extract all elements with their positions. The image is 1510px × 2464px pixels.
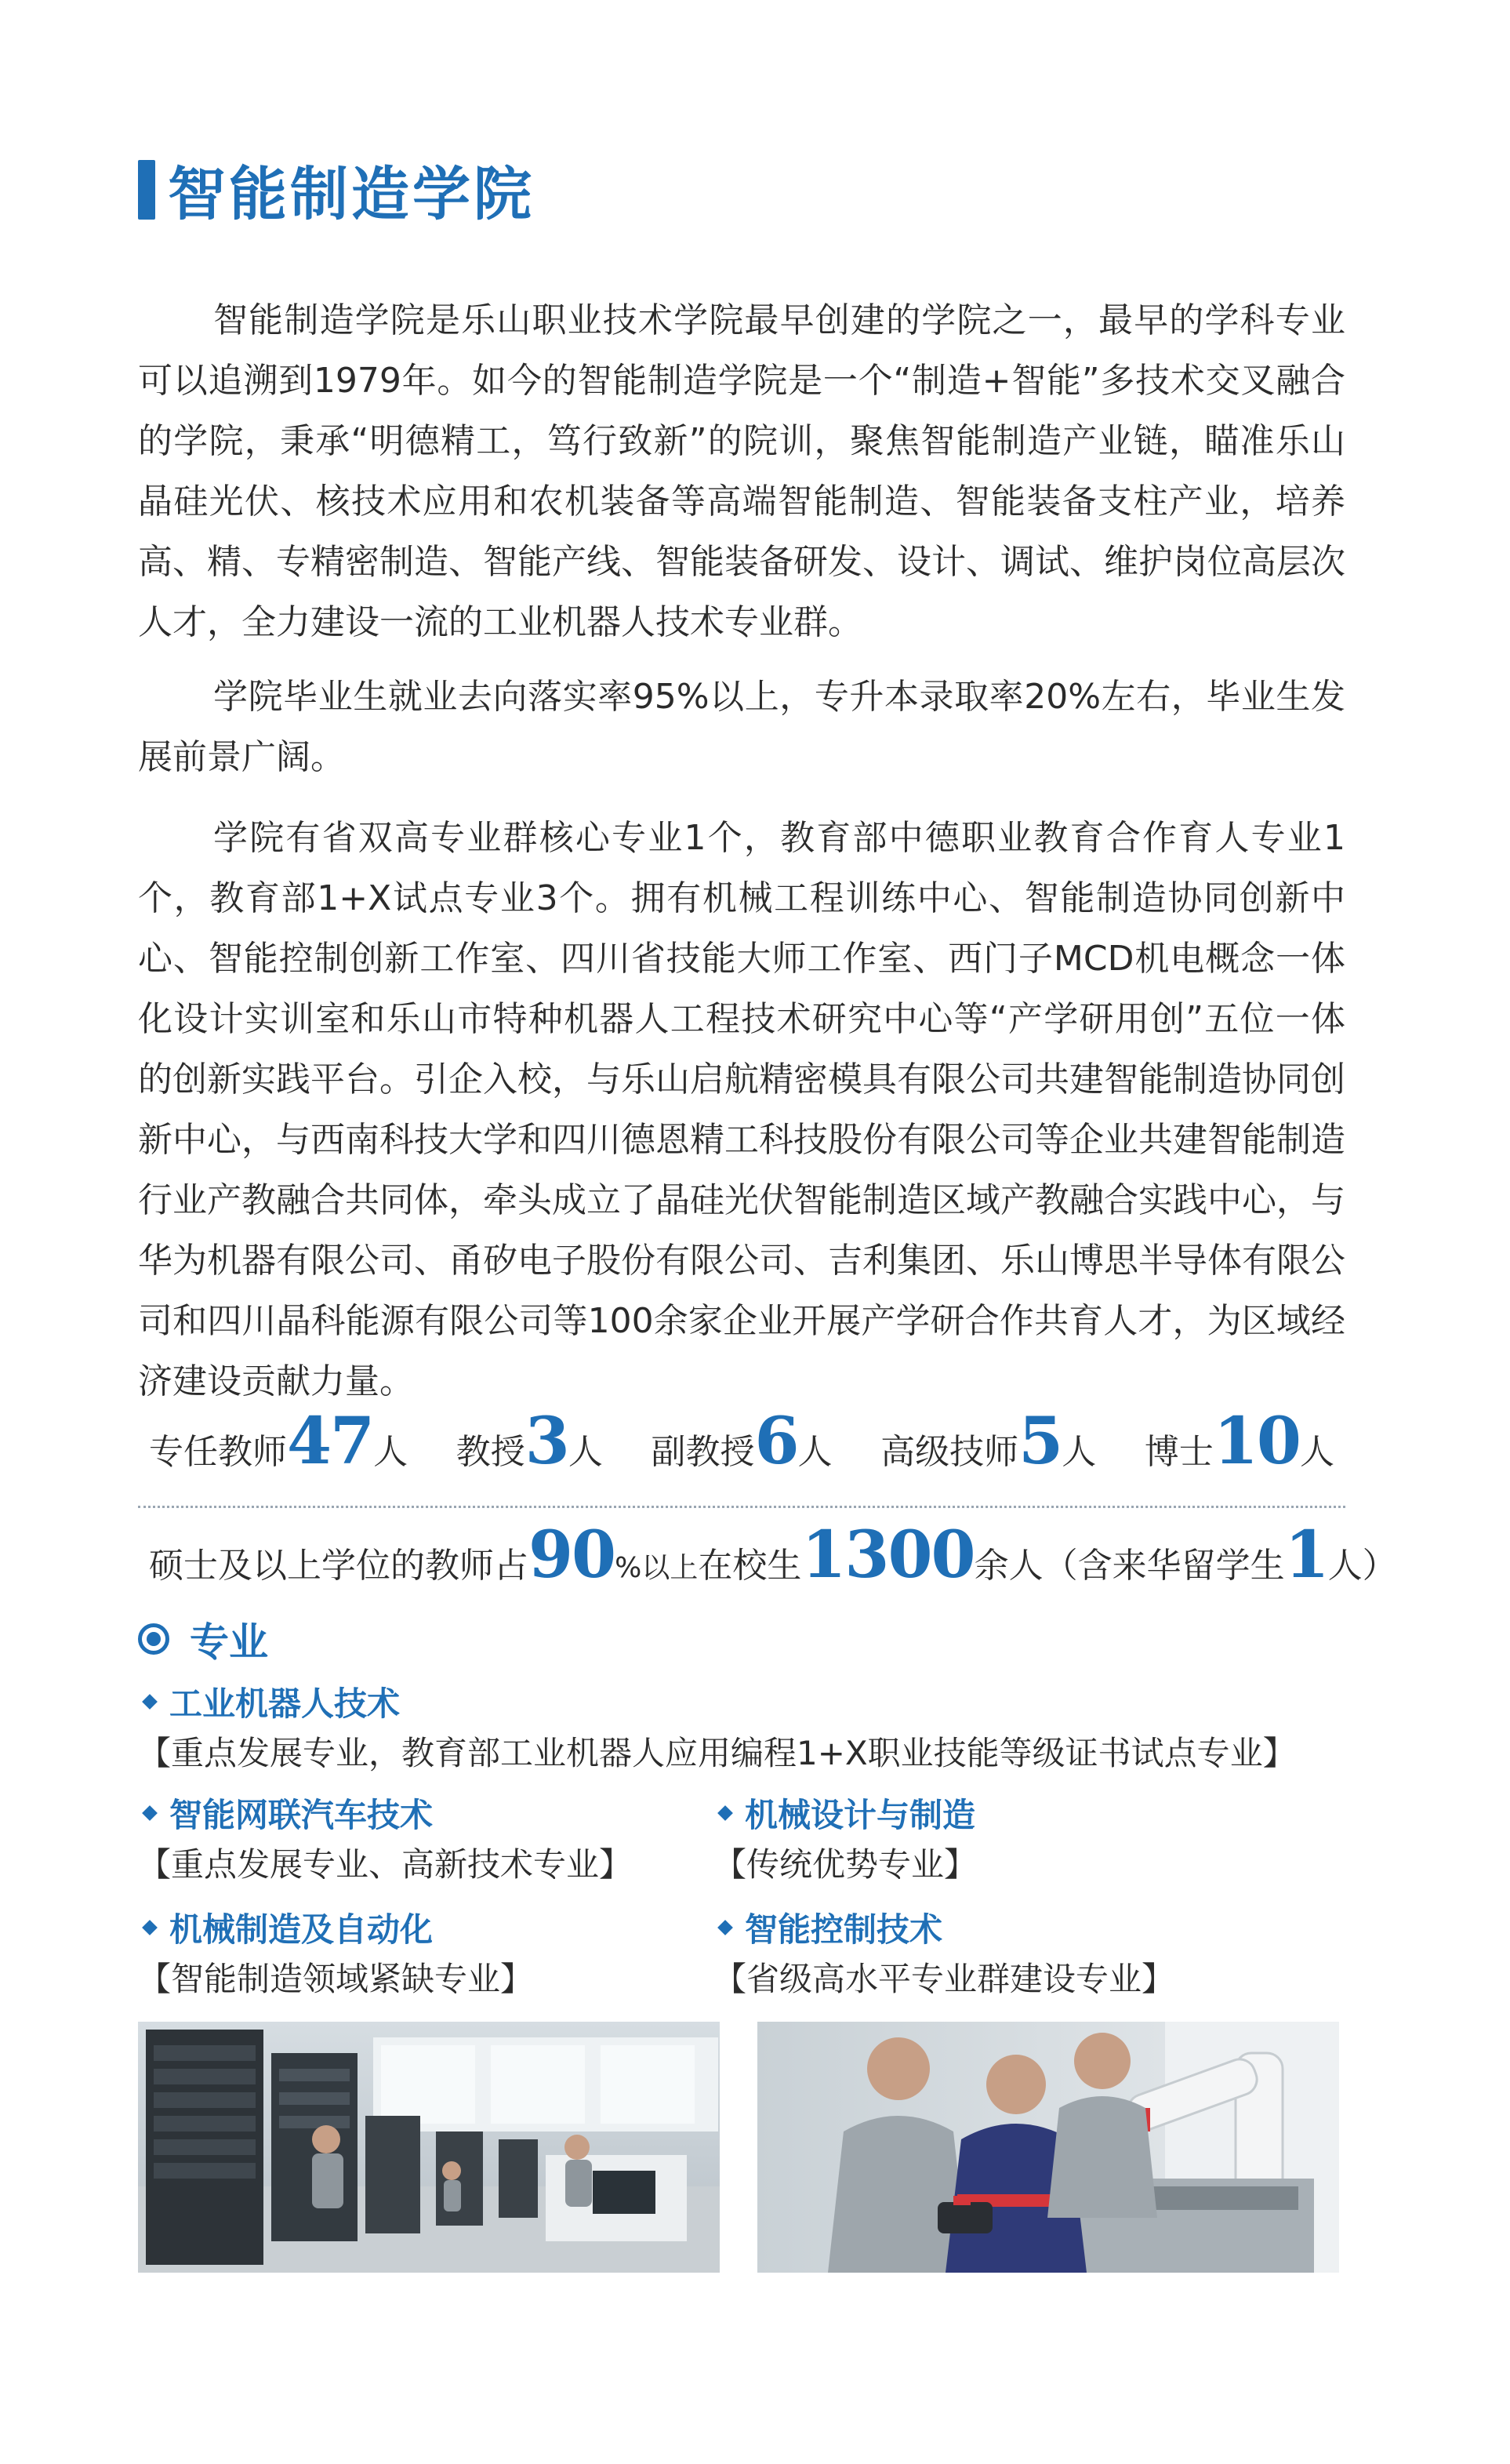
major-name xyxy=(713,1904,1174,1951)
stat-value: 6 xyxy=(754,1404,798,1479)
stat-value: 47 xyxy=(287,1404,374,1479)
major-note: 【省级高水平专业群建设专业】 xyxy=(713,1960,1175,1998)
stat-value: 10 xyxy=(1213,1404,1300,1479)
intro-paragraph-3: 学院有省双高专业群核心专业1个，教育部中德职业教育合作育人专业1个，教育部1+X试点专业3个。拥有机械工程训练中心、智能制造协同创新中心、智能控制创新工作室、四川省技能大师工作室、西门子MCD机电概念一体化设计实训室和乐山市特种机器人工程技术研究中心等“产学研用创”五位一体的创新实践平台。引企入校，与乐山启航精密模具有限公司共建智能制造协同创新中心，与西南科技大学和四川德恩精工科技股份有限公司等企业共建智能制造行业产教融合共同体，牵头成立了晶硅光伏智能制造区域产教融合实践中心，与华为机器有限公司、甬矽电子股份有限公司、吉利集团、乐山博思半导体有限公司和四川晶科能源有限公司等100余家企业开展产学研合作共育人才，为区域经济建设贡献力量。 xyxy=(138,818,1345,1401)
stat-label: 硕士及以上学位的教师占 xyxy=(149,1546,528,1586)
stat-unit: 人 xyxy=(1062,1432,1097,1472)
stat-value: 90 xyxy=(528,1517,615,1593)
stat-fulltime-teachers xyxy=(149,1404,408,1479)
stat-unit: %以上 xyxy=(615,1552,699,1584)
stat-label: 教授 xyxy=(456,1432,525,1472)
stat-doctors xyxy=(1145,1404,1334,1479)
stat-label: 副教授 xyxy=(651,1432,755,1472)
target-circle-icon xyxy=(138,1623,169,1655)
major-note: 【智能制造领域紧缺专业】 xyxy=(138,1960,534,1998)
photo-training-lab xyxy=(138,2022,720,2273)
major-item-industrial-robot xyxy=(138,1678,1296,1779)
stat-value: 5 xyxy=(1018,1404,1062,1479)
major-name-text: 机械设计与制造 xyxy=(745,1796,976,1834)
stat-unit: 人） xyxy=(1327,1546,1397,1586)
major-item-manufacturing-automation xyxy=(138,1904,533,2004)
photo-robot-training xyxy=(757,2022,1339,2273)
stat-unit: 余人（含来华留学生 xyxy=(974,1546,1285,1586)
major-name xyxy=(138,1678,1296,1725)
major-note: 【传统优势专业】 xyxy=(713,1845,978,1884)
intro-paragraph-2: 学院毕业生就业去向落实率95%以上，专升本录取率20%左右，毕业生发展前景广阔。 xyxy=(138,677,1345,777)
major-note: 【重点发展专业，教育部工业机器人应用编程1+X职业技能等级证书试点专业】 xyxy=(138,1734,1296,1772)
major-item-connected-vehicle xyxy=(138,1790,632,1890)
major-name xyxy=(713,1790,977,1837)
major-item-mechanical-design xyxy=(713,1790,977,1890)
major-name-text: 工业机器人技术 xyxy=(169,1684,401,1723)
stat-unit: 人 xyxy=(797,1432,833,1472)
diamond-bullet-icon xyxy=(717,1920,733,1935)
major-name xyxy=(138,1790,632,1837)
page-title: 智能制造学院 xyxy=(168,161,535,228)
stat-value-international: 1 xyxy=(1284,1517,1328,1593)
stat-value: 1300 xyxy=(801,1517,975,1593)
diamond-bullet-icon xyxy=(717,1805,733,1821)
diamond-bullet-icon xyxy=(142,1805,158,1821)
stat-label: 在校生 xyxy=(698,1546,802,1586)
stat-label: 博士 xyxy=(1144,1432,1214,1472)
title-accent-bar xyxy=(138,160,155,220)
section-title: 专业 xyxy=(190,1619,268,1665)
stat-label: 专任教师 xyxy=(149,1432,287,1472)
major-name-text: 机械制造及自动化 xyxy=(169,1910,434,1949)
stat-professors xyxy=(456,1404,603,1479)
stat-value: 3 xyxy=(525,1404,568,1479)
diamond-bullet-icon xyxy=(142,1694,158,1710)
major-name xyxy=(138,1904,533,1951)
major-item-intelligent-control xyxy=(713,1904,1174,2004)
stat-senior-technicians xyxy=(880,1404,1096,1479)
stats-divider xyxy=(138,1506,1345,1508)
stats-row-staff xyxy=(138,1404,1345,1479)
stat-unit: 人 xyxy=(373,1432,408,1472)
major-name-text: 智能网联汽车技术 xyxy=(169,1796,434,1834)
major-note: 【重点发展专业、高新技术专业】 xyxy=(138,1845,633,1884)
stat-master-ratio xyxy=(149,1517,698,1593)
training-lab-illustration xyxy=(138,2022,720,2273)
stats-row-students xyxy=(138,1517,1397,1593)
stat-unit: 人 xyxy=(1300,1432,1334,1472)
section-heading-majors xyxy=(138,1611,268,1667)
diamond-bullet-icon xyxy=(142,1920,158,1935)
intro-paragraph-1: 智能制造学院是乐山职业技术学院最早创建的学院之一，最早的学科专业可以追溯到1979年。如今的智能制造学院是一个“制造+智能”多技术交叉融合的学院，秉承“明德精工，笃行致新”的院训，聚焦智能制造产业链，瞄准乐山晶硅光伏、核技术应用和农机装备等高端智能制造、智能装备支柱产业，培养高、精、专精密制造、智能产线、智能装备研发、设计、调试、维护岗位高层次人才，全力建设一流的工业机器人技术专业群。 xyxy=(138,300,1345,642)
major-name-text: 智能控制技术 xyxy=(745,1910,943,1949)
stat-label: 高级技师 xyxy=(880,1432,1019,1472)
robot-training-illustration xyxy=(757,2022,1339,2273)
page-title-block xyxy=(138,151,535,229)
stat-associate-professors xyxy=(651,1404,832,1479)
stat-unit: 人 xyxy=(568,1432,603,1472)
stat-students xyxy=(698,1517,1396,1593)
